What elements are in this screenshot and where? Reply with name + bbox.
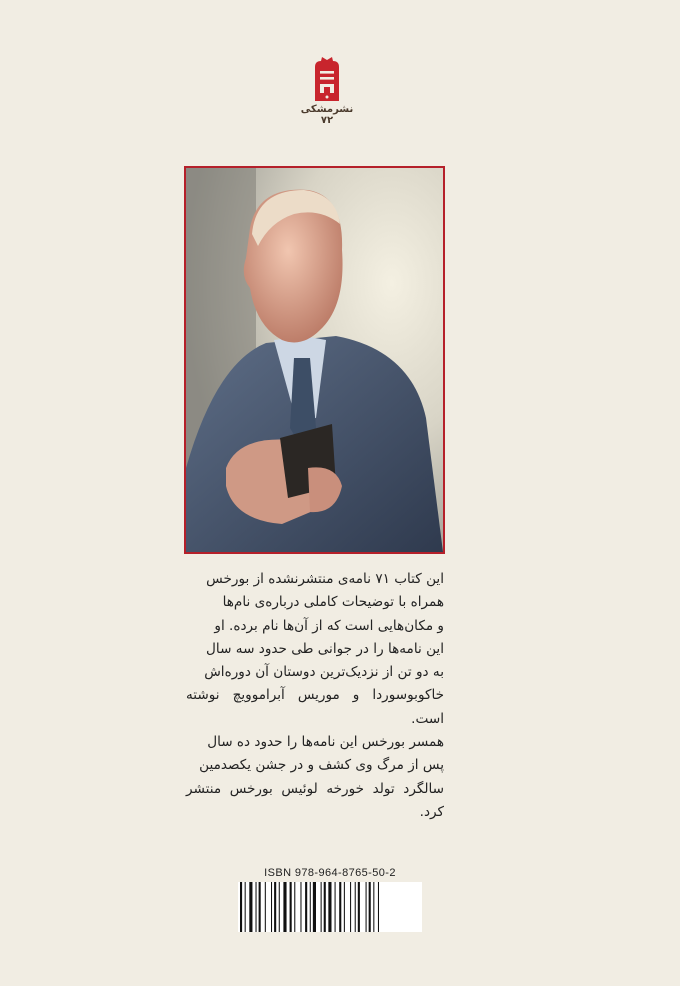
- blurb-line: پس از مرگ وی کشف و در جشن یکصدمین: [199, 757, 444, 774]
- barcode: [238, 882, 422, 932]
- isbn-text: ISBN 978-964-8765-50-2: [264, 867, 396, 879]
- blurb-line: سالگرد تولد خورخه لوئیس بورخس منتشر کرد.: [186, 780, 444, 820]
- blurb-line: و مکان‌هایی است که از آن‌ها نام برده. او: [214, 617, 444, 634]
- author-photo: [184, 166, 445, 554]
- blurb-line: این کتاب ۷۱ نامه‌ی منتشرنشده از بورخس: [206, 571, 444, 587]
- blurb-line: همسر بورخس این نامه‌ها را حدود ده سال: [207, 734, 444, 751]
- author-portrait-image: [186, 168, 443, 552]
- series-label: نشرمشکی ۷۲: [300, 104, 354, 126]
- blurb-line: همراه با توضیحات کاملی درباره‌ی نام‌ها: [222, 594, 444, 611]
- publisher-logo-icon: [311, 57, 343, 103]
- blurb-line: این نامه‌ها را در جوانی طی حدود سه سال: [206, 640, 444, 657]
- blurb-line: خاکوبوسوردا و موریس آبراموویچ نوشته است.: [186, 687, 444, 727]
- back-cover-blurb: [186, 568, 444, 824]
- barcode-icon: [238, 882, 422, 932]
- blurb-line: به دو تن از نزدیک‌ترین دوستان آن دوره‌اش: [204, 664, 444, 681]
- publisher-logo: [300, 57, 354, 126]
